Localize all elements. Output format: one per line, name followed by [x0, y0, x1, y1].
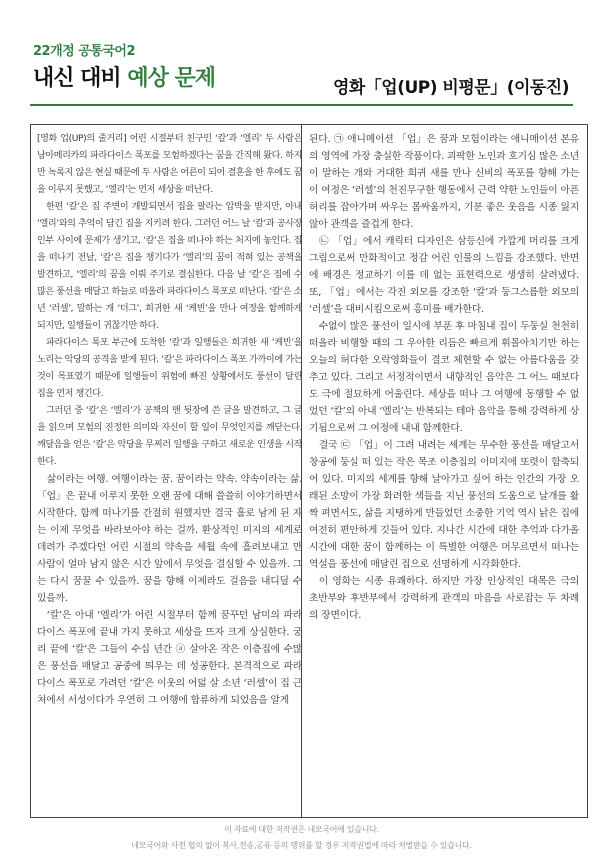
copyright-warning: 네모국어와 사전 협의 없이 복사,전송,공유 등의 행위를 할 경우 저작권법에 따라 처벌받을 수 있습니다. — [131, 841, 472, 850]
passage-left-column — [30, 124, 306, 818]
passage-paragraph: [영화 업(UP)의 줄거리] 어린 시절부터 친구인 ‘칼’과 ‘엘리’ 두 사람은 남아메리카의 파라다이스 폭포를 모험하겠다는 꿈을 간직해 왔다. 하지만 녹록지 않은 현실 때문에 두 사람은 어른이 되어 결혼을 한 후에도 꿈을 이루지 못했고, ‘엘리’는 먼저 세상을 떠난다. — [37, 134, 302, 195]
passage-paragraph: ㉡ 「업」에서 캐릭터 디자인은 삼등신에 가깝게 머리를 크게 그림으로써 만화적이고 정감 어린 인물의 느낌을 강조했다. 반면에 배경은 정교하기 이를 데 없는 표현력으로 생생히 살려냈다. 또, 「업」에서는 각진 외모를 강조한 ‘칼’과 둥그스름한 외모의 ‘러셀’을 대비시킴으로써 흥미를 배가한다. — [309, 236, 579, 315]
page-title — [33, 61, 215, 92]
passage-right-column — [303, 124, 588, 818]
course-label: 22개정 공통국어2 — [33, 44, 136, 59]
passage-paragraph: 한편 ‘칼’은 집 주변이 개발되면서 집을 팔라는 압박을 받지만, 아내 ‘엘리’와의 추억이 담긴 집을 지키려 한다. 그러던 어느 날 ‘칼’과 공사장 인부 사이에 문제가 생기고, ‘칼’은 집을 떠나야 하는 처지에 놓인다. 집을 떠나기 전날, ‘칼’은 집을 챙기다가 ‘엘리’의 꿈이 적혀 있는 공책을 발견하고, ‘엘리’의 꿈을 이뤄 주기로 결심한다. 다음 날 ‘칼’은 집에 수많은 풍선을 매달고 하늘로 떠올라 파라다이스 폭포로 떠난다. ‘칼’은 소년 ‘러셀’, 말하는 개 ‘더그’, 희귀한 새 ‘케빈’을 만나 여정을 함께하게 되지만, 일행들이 귀찮기만 하다. — [37, 202, 302, 331]
header-rule — [30, 104, 573, 106]
passage-paragraph: 이 영화는 시종 유쾌하다. 하지만 가장 인상적인 대목은 극의 초반부와 후반부에서 강력하게 관객의 마음을 사로잡는 두 차례의 장면이다. — [309, 576, 579, 621]
passage-paragraph: 파라다이스 폭포 부근에 도착한 ‘칼’과 일행들은 희귀한 새 ‘케빈’을 노리는 악당의 공격을 받게 된다. ‘칼’은 파라다이스 폭포 가까이에 가는 것이 목표였기 때문에 일행들이 위험에 빠진 상황에서도 풍선이 달린 집을 먼저 챙긴다. — [37, 338, 302, 399]
column-divider — [301, 124, 302, 817]
passage-paragraph: ‘칼’은 아내 ‘엘리’가 어린 시절부터 함께 꿈꾸던 남미의 파라다이스 폭포에 끝내 가지 못하고 세상을 뜨자 크게 상심한다. 궁리 끝에 ‘칼’은 그들이 수십 년간 ⓐ 살아온 작은 이층집에 수많은 풍선을 매달고 공중에 띄우는 데 성공한다. 본격적으로 파라다이스 폭포로 가려던 ‘칼’은 이웃의 어덟 살 소년 ‘러셀’이 집 근처에서 서성이다가 우연히 그 여행에 합류하게 되었음을 알게 — [37, 610, 302, 706]
passage-paragraph: 수없이 많은 풍선이 일시에 부푼 후 마침내 집이 두둥실 천천히 떠올라 비행할 때의 그 우아한 리듬은 빠르게 휘몰아치기만 하는 오늘의 허다한 오락영화들이 결코 체현할 수 없는 아름다움을 갖추고 있다. 그리고 서정적이면서 내향적인 음악은 그 어느 때보다도 극에 절묘하게 어울린다. 세상을 떠나 그 여행에 동행할 수 없었던 ‘칼’의 아내 ‘엘리’는 반복되는 테마 음악을 통해 강력하게 상기됨으로써 그 여정에 내내 함께한다. — [309, 321, 579, 434]
passage-paragraph: 삶이라는 여행. 여행이라는 꿈. 꿈이라는 약속. 약속이라는 삶. 「업」은 끝내 이루지 못한 오랜 꿈에 대해 쓸쓸히 이야기하면서 시작한다. 함께 떠나기를 간절히 원했지만 결국 홀로 남게 된 자는 이제 무엇을 바라보아야 하는 걸까. 환상적인 미지의 세계로 데려가 주겠다던 어린 시절의 약속을 세월 속에 흘려보내고 만 사람이 얼마 남지 않은 시간 앞에서 무엇을 결심할 수 있을까. 그는 다시 꿈꿀 수 있을까. 꿈을 향해 이제라도 걸음을 내디딜 수 있을까. — [37, 474, 302, 604]
passage-paragraph: 된다. ㉠ 애니메이션 「업」은 꿈과 모험이라는 애니메이션 본유의 영역에 가장 충실한 작품이다. 괴팍한 노인과 호기심 많은 소년이 말하는 개와 거대한 희귀 새를 만나 신비의 폭포를 향해 가는 이 여정은 ‘러셀’의 천진무구한 행동에서 근력 약한 노인들이 아픈 허리를 잡아가며 싸우는 몸싸움까지, 기분 좋은 웃음을 시종 잃지 않아 관객을 즐겁게 한다. — [309, 134, 579, 230]
page-title-accent: 예상 문제 — [127, 66, 215, 91]
passage-paragraph: 결국 ㉢ 「업」이 그려 내려는 세계는 무수한 풍선을 매달고서 창공에 둥실 떠 있는 작은 목조 이층집의 이미지에 또렷이 함축되어 있다. 미지의 세계를 향해 날아가고 싶어 하는 인간의 가장 오래된 소망이 가장 화려한 색들을 지닌 풍선의 도움으로 날개를 활짝 펴면서도, 삶을 지탱하게 만들었던 소중한 기억 역시 낡은 집에 여전히 편안하게 깃들어 있다. 지나간 시간에 대한 추억과 다가올 시간에 대한 꿈이 함께하는 이 특별한 여행은 머무르면서 떠나는 역설을 풍선에 매달린 집으로 선명하게 시각화한다. — [309, 440, 579, 570]
copyright-notice: 이 자료에 대한 저작권은 네모국어에 있습니다. — [224, 825, 379, 834]
work-title: 영화「업(UP) 비평문」(이동진) — [332, 78, 569, 98]
page-title-main: 내신 대비 — [33, 66, 128, 91]
passage-paragraph: 그러던 중 ‘칼’은 ‘엘리’가 공책의 맨 뒷장에 쓴 글을 발견하고, 그 글을 읽으며 모험의 진정한 의미와 자신이 할 일이 무엇인지를 깨닫는다. 깨달음을 얻은 ‘칼’은 악당을 무찌러 일행을 구하고 새로운 인생을 시작한다. — [37, 406, 302, 467]
